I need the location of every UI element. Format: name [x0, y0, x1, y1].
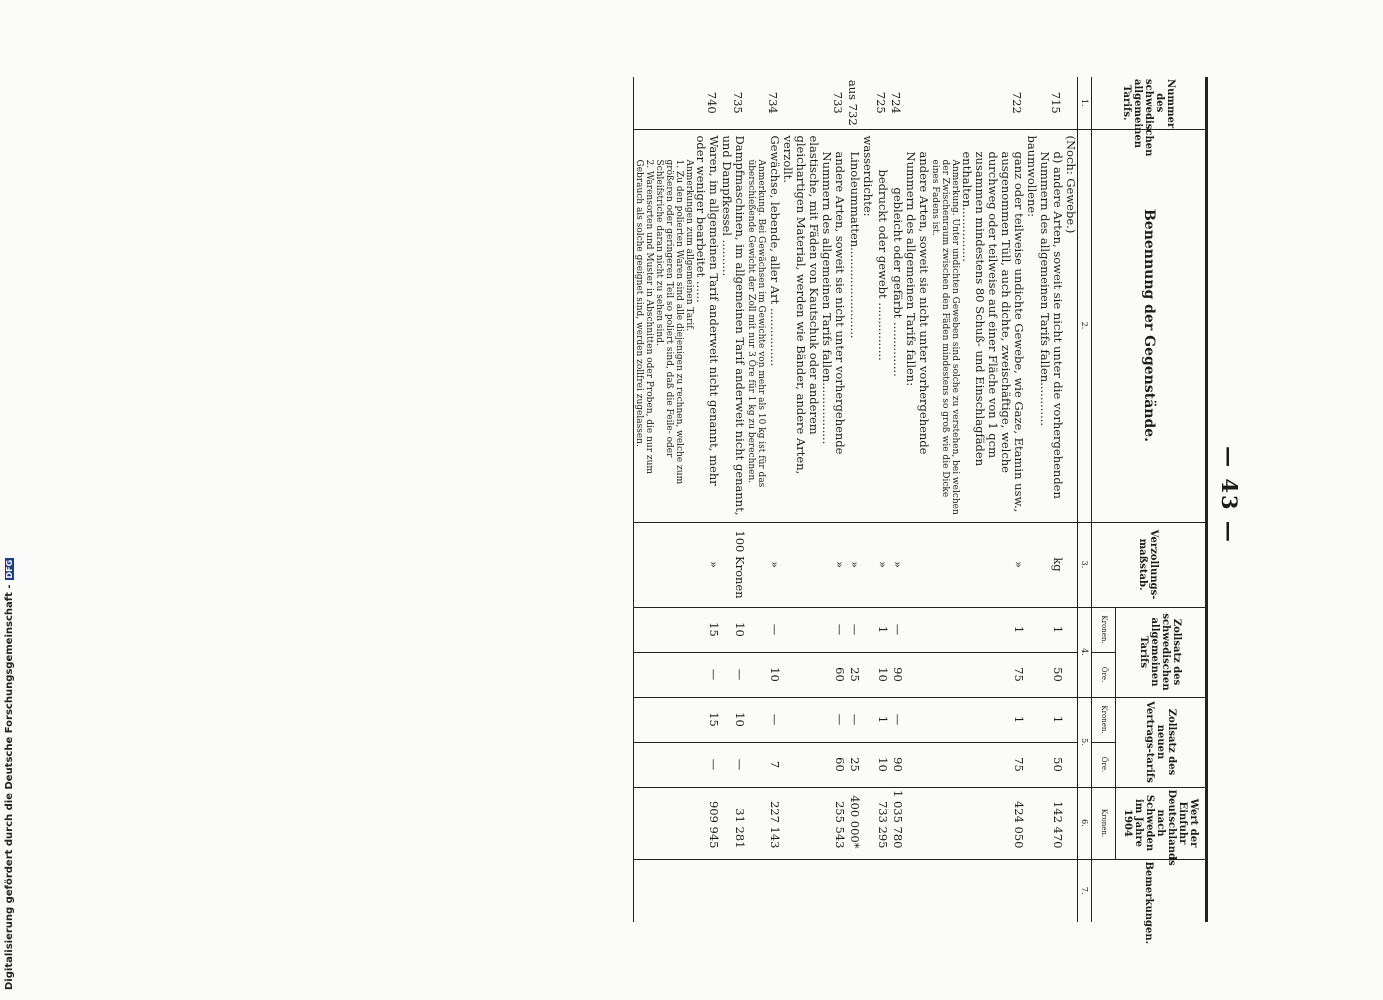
cell-remarks: [861, 859, 874, 922]
cell-num: [766, 77, 781, 129]
cell-remarks: [634, 859, 655, 922]
col-num: 7.: [1078, 859, 1092, 922]
cell-a_kr: [820, 607, 846, 652]
cell-text: Anmerkung. Unter undichten Geweben sind solche zu verstehen, bei welchen der Zwischenraum zwischen den Fäden mindestens so groß wie die Dicke eines Fadens ist.: [930, 159, 960, 515]
cell-text: 142 470: [1051, 800, 1065, 849]
cell-text: 1: [1012, 625, 1026, 634]
cell-text: ganz oder teilweise undichte Gewebe, wie Gaze, Etamin usw., ausgenommen Tüll, auch dichte, zweischäftige, welche durchweg oder teilweise auf einer Fläche von 1 qcm zusammen mindestens 80 Schuß- und Einschlagfäden enthalten...............: [960, 151, 1026, 513]
table-row: [960, 77, 1025, 922]
cell-text: »: [768, 560, 782, 569]
cell-text: 725: [874, 91, 888, 114]
table-row: [684, 77, 694, 922]
cell-text: »: [891, 560, 905, 569]
table-row: [820, 77, 846, 922]
cell-num: [654, 77, 684, 129]
cell-num: [781, 77, 820, 129]
cell-text: 1: [876, 715, 890, 724]
table-row: [781, 77, 820, 922]
cell-b_kr: [1038, 697, 1064, 742]
cell-text: [1064, 129, 1078, 522]
cell-a_kr: [684, 607, 694, 652]
cell-b_kr: [694, 697, 720, 742]
cell-unit: [904, 522, 930, 607]
cell-b_oe: [1064, 742, 1078, 787]
cell-text: 10: [876, 667, 890, 682]
cell-a_kr: [1025, 607, 1038, 652]
cell-text: 2. Warensorten und Muster in Abschnitten oder Proben, die nur zum Gebrauch als solche geeignet sind, werden zollfrei zugelassen.: [634, 159, 654, 474]
cell-text: [684, 129, 694, 522]
cell-value: [960, 787, 1025, 859]
cell-text: 90: [891, 667, 905, 682]
cell-value: [820, 787, 846, 859]
table-row: [904, 77, 930, 922]
cell-text: »: [707, 560, 721, 569]
cell-b_oe: [820, 742, 846, 787]
cell-b_oe: [846, 742, 861, 787]
cell-b_oe: [654, 742, 684, 787]
cell-a_oe: [904, 652, 930, 697]
cell-text: 715: [1049, 91, 1063, 114]
cell-text: —: [707, 758, 721, 771]
cell-a_oe: [746, 652, 766, 697]
cell-text: 25: [848, 667, 862, 682]
cell-b_oe: [684, 742, 694, 787]
cell-b_oe: [874, 742, 889, 787]
cell-a_oe: [874, 652, 889, 697]
cell-b_oe: [694, 742, 720, 787]
cell-b_kr: [766, 697, 781, 742]
cell-unit: [874, 522, 889, 607]
cell-b_oe: [1025, 742, 1038, 787]
cell-num: [746, 77, 766, 129]
header-import-value: Wert der Einfuhr Deutschlands nach Schweden im Jahre 1904: [1116, 787, 1207, 859]
cell-text: [820, 129, 846, 522]
cell-b_kr: [820, 697, 846, 742]
cell-unit: [720, 522, 746, 607]
table-row: [634, 77, 655, 922]
sub-oere: Öre.: [1092, 652, 1116, 697]
cell-b_kr: [634, 697, 655, 742]
cell-b_kr: [684, 697, 694, 742]
cell-a_kr: [694, 607, 720, 652]
cell-a_kr: [654, 607, 684, 652]
cell-b_oe: [746, 742, 766, 787]
table-row: [1025, 77, 1038, 922]
cell-remarks: [781, 859, 820, 922]
cell-remarks: [1025, 859, 1038, 922]
cell-unit: [820, 522, 846, 607]
cell-text: 10: [876, 757, 890, 772]
col-num: 6.: [1078, 787, 1092, 859]
cell-value: [766, 787, 781, 859]
cell-text: 255 543: [833, 800, 847, 849]
cell-text: 60: [833, 667, 847, 682]
cell-text: [781, 129, 820, 522]
cell-unit: [781, 522, 820, 607]
table-body: [634, 77, 1078, 922]
col-num: 3.: [1078, 522, 1092, 607]
cell-value: [1025, 787, 1038, 859]
sub-kronen: Kronen.: [1092, 607, 1116, 652]
cell-text: 724: [889, 91, 903, 114]
table-row: [1038, 77, 1064, 922]
cell-text: [694, 129, 720, 522]
cell-unit: [889, 522, 904, 607]
header-number: Nummer des schwedischen allgemeinen Tarifs.: [1092, 77, 1207, 129]
cell-text: 1 035 780: [891, 789, 905, 849]
cell-remarks: [960, 859, 1025, 922]
cell-value: [861, 787, 874, 859]
header-description: Benennung der Gegenstände.: [1092, 129, 1207, 522]
cell-text: 722: [1010, 91, 1024, 114]
cell-remarks: [846, 859, 861, 922]
cell-text: 733 295: [876, 800, 890, 849]
cell-b_oe: [861, 742, 874, 787]
cell-remarks: [930, 859, 960, 922]
cell-text: 50: [1051, 667, 1065, 682]
cell-text: elastische, mit Fäden von Kautschuk oder anderem gleichartigen Material, werden wie Bänder, andere Arten, verzollt.: [781, 135, 821, 475]
cell-a_oe: [634, 652, 655, 697]
cell-a_oe: [930, 652, 960, 697]
cell-text: Anmerkung. Bei Gewächsen im Gewichte von mehr als 10 kg ist für das überschießende Gewicht der Zoll mit nur 3 Öre für 1 kg zu berechnen.: [746, 159, 766, 488]
cell-unit: [930, 522, 960, 607]
cell-text: —: [848, 623, 862, 636]
cell-num: [874, 77, 889, 129]
cell-text: 740: [705, 91, 719, 114]
cell-text: 1: [1051, 715, 1065, 724]
cell-text: 90: [891, 757, 905, 772]
cell-text: bedruckt oder gewebt ................: [876, 169, 890, 361]
cell-value: [846, 787, 861, 859]
cell-num: [1038, 77, 1064, 129]
col-num: 5.: [1078, 697, 1092, 787]
cell-b_oe: [889, 742, 904, 787]
cell-text: gebleicht oder gefärbt ...............: [891, 187, 905, 377]
cell-text: 15: [707, 622, 721, 637]
table-row: [694, 77, 720, 922]
cell-text: [889, 129, 904, 522]
cell-a_oe: [654, 652, 684, 697]
cell-remarks: [654, 859, 684, 922]
cell-text: andere Arten, soweit sie nicht unter vorhergehende Nummern des allgemeinen Tarifs fallen.................: [820, 151, 847, 455]
cell-text: —: [707, 668, 721, 681]
cell-text: [766, 129, 781, 522]
cell-text: Dampfmaschinen, im allgemeinen Tarif anderweit nicht genannt, und Dampfkessel ..........: [720, 135, 747, 516]
cell-text: [904, 129, 930, 522]
header-general-tariff: Zollsatz des schwedischen allgemeinen Tarifs: [1116, 607, 1207, 697]
cell-text: 25: [848, 757, 862, 772]
cell-text: 15: [707, 712, 721, 727]
table-row: [846, 77, 861, 922]
cell-unit: [766, 522, 781, 607]
cell-text: 7: [768, 760, 782, 769]
cell-text: Waren, im allgemeinen Tarif anderweit nicht genannt, mehr oder weniger bearbeitet ......: [694, 135, 721, 486]
cell-num: [694, 77, 720, 129]
cell-text: 31 281: [733, 808, 747, 849]
cell-text: baumwollene:: [1025, 135, 1039, 218]
cell-b_oe: [1038, 742, 1064, 787]
cell-b_oe: [766, 742, 781, 787]
cell-b_oe: [904, 742, 930, 787]
cell-value: [654, 787, 684, 859]
sub-kronen: Kronen.: [1092, 787, 1116, 859]
cell-text: [861, 129, 874, 522]
cell-a_kr: [846, 607, 861, 652]
tariff-table: [633, 77, 1208, 945]
cell-a_kr: [634, 607, 655, 652]
cell-text: »: [848, 560, 862, 569]
cell-b_kr: [874, 697, 889, 742]
cell-remarks: [694, 859, 720, 922]
cell-text: [874, 129, 889, 522]
cell-value: [1064, 787, 1078, 859]
cell-a_oe: [889, 652, 904, 697]
cell-value: [874, 787, 889, 859]
cell-text: —: [768, 623, 782, 636]
cell-remarks: [820, 859, 846, 922]
cell-unit: [846, 522, 861, 607]
cell-text: 227 143: [768, 800, 782, 849]
cell-b_kr: [846, 697, 861, 742]
cell-text: —: [833, 713, 847, 726]
cell-text: 424 050: [1012, 800, 1026, 849]
cell-b_kr: [1025, 697, 1038, 742]
cell-num: [684, 77, 694, 129]
cell-a_oe: [960, 652, 1025, 697]
cell-a_oe: [820, 652, 846, 697]
cell-a_kr: [889, 607, 904, 652]
cell-num: [1025, 77, 1038, 129]
cell-b_kr: [781, 697, 820, 742]
table-row: [861, 77, 874, 922]
cell-text: Linoleummatten.........................: [848, 151, 862, 339]
cell-a_kr: [781, 607, 820, 652]
cell-text: —: [833, 623, 847, 636]
dfg-logo: DFG: [5, 559, 14, 579]
cell-text: —: [891, 623, 905, 636]
cell-b_kr: [746, 697, 766, 742]
cell-text: 10: [733, 712, 747, 727]
cell-a_kr: [766, 607, 781, 652]
cell-num: [889, 77, 904, 129]
cell-value: [634, 787, 655, 859]
cell-value: [904, 787, 930, 859]
cell-text: »: [876, 560, 890, 569]
table-row: [720, 77, 746, 922]
cell-text: [960, 129, 1025, 522]
cell-a_kr: [960, 607, 1025, 652]
cell-text: [1038, 129, 1064, 522]
cell-text: —: [733, 668, 747, 681]
cell-text: Gewächse, lebende, aller Art ................: [768, 135, 782, 367]
table-row: [1064, 77, 1078, 922]
cell-text: 60: [833, 757, 847, 772]
cell-value: [694, 787, 720, 859]
cell-num: [960, 77, 1025, 129]
cell-a_kr: [874, 607, 889, 652]
cell-text: 50: [1051, 757, 1065, 772]
cell-a_oe: [684, 652, 694, 697]
cell-text: andere Arten, soweit sie nicht unter vorhergehende Nummern des allgemeinen Tarifs fallen:: [904, 151, 931, 455]
cell-text: 75: [1012, 667, 1026, 682]
cell-a_kr: [904, 607, 930, 652]
cell-a_oe: [781, 652, 820, 697]
cell-a_kr: [930, 607, 960, 652]
cell-text: d) andere Arten, soweit sie nicht unter die vorhergehenden Nummern des allgemeinen Tarifs fallen............: [1038, 151, 1065, 499]
cell-a_kr: [1038, 607, 1064, 652]
credit-text: Digitalisierung gefördert durch die Deutsche Forschungsgemeinschaft -: [4, 584, 15, 990]
cell-num: [904, 77, 930, 129]
cell-num: [634, 77, 655, 129]
page-number: — 43 —: [1217, 446, 1242, 544]
cell-value: [781, 787, 820, 859]
cell-text: [746, 129, 766, 522]
cell-a_oe: [1038, 652, 1064, 697]
cell-b_oe: [634, 742, 655, 787]
cell-num: [820, 77, 846, 129]
cell-b_kr: [930, 697, 960, 742]
cell-remarks: [904, 859, 930, 922]
cell-text: [720, 129, 746, 522]
cell-a_oe: [766, 652, 781, 697]
cell-text: 1: [876, 625, 890, 634]
cell-text: 400 000*: [848, 795, 862, 849]
cell-text: 733: [831, 91, 845, 114]
table-row: [746, 77, 766, 922]
cell-b_oe: [930, 742, 960, 787]
cell-a_kr: [1064, 607, 1078, 652]
cell-unit: [694, 522, 720, 607]
cell-remarks: [1064, 859, 1078, 922]
cell-text: [1025, 129, 1038, 522]
cell-remarks: [684, 859, 694, 922]
cell-remarks: [874, 859, 889, 922]
cell-num: [1064, 77, 1078, 129]
cell-text: aus 732: [846, 79, 860, 126]
cell-text: 1. Zu den polierten Waren sind alle diejenigen zu rechnen, welche zum größeren oder geringeren Teil so poliert sind, daß die Feile- oder Schleifstriche daran nicht zu sehen sind.: [654, 159, 684, 485]
cell-text: 100 Kronen: [733, 530, 747, 599]
cell-unit: [861, 522, 874, 607]
cell-text: [846, 129, 861, 522]
cell-a_kr: [746, 607, 766, 652]
cell-b_kr: [1064, 697, 1078, 742]
cell-b_kr: [654, 697, 684, 742]
table-row: [930, 77, 960, 922]
col-num: 2.: [1078, 129, 1092, 522]
cell-unit: [654, 522, 684, 607]
cell-text: —: [768, 713, 782, 726]
cell-b_kr: [861, 697, 874, 742]
cell-value: [930, 787, 960, 859]
sidebar-credit: [4, 0, 15, 990]
cell-value: [889, 787, 904, 859]
cell-a_oe: [1064, 652, 1078, 697]
cell-text: kg: [1051, 557, 1065, 572]
cell-text: 1: [1051, 625, 1065, 634]
cell-text: 734: [766, 91, 780, 114]
header-remarks: Bemerkungen.: [1092, 859, 1207, 922]
cell-a_oe: [861, 652, 874, 697]
cell-value: [684, 787, 694, 859]
cell-a_kr: [720, 607, 746, 652]
cell-text: [930, 129, 960, 522]
cell-b_oe: [960, 742, 1025, 787]
cell-text: »: [1012, 560, 1026, 569]
cell-text: [634, 129, 655, 522]
sub-oere: Öre.: [1092, 742, 1116, 787]
cell-num: [930, 77, 960, 129]
cell-value: [746, 787, 766, 859]
cell-b_kr: [960, 697, 1025, 742]
table-row: [874, 77, 889, 922]
table-row: [654, 77, 684, 922]
sub-kronen: Kronen.: [1092, 697, 1116, 742]
cell-remarks: [766, 859, 781, 922]
cell-remarks: [720, 859, 746, 922]
cell-remarks: [746, 859, 766, 922]
cell-text: —: [733, 758, 747, 771]
cell-unit: [1064, 522, 1078, 607]
cell-text: —: [891, 713, 905, 726]
cell-unit: [960, 522, 1025, 607]
cell-text: Anmerkungen zum allgemeinen Tarif.: [684, 159, 694, 332]
cell-b_kr: [889, 697, 904, 742]
cell-num: [861, 77, 874, 129]
cell-text: [654, 129, 684, 522]
cell-num: [846, 77, 861, 129]
cell-b_oe: [781, 742, 820, 787]
cell-value: [720, 787, 746, 859]
cell-b_kr: [904, 697, 930, 742]
cell-text: »: [833, 560, 847, 569]
cell-num: [720, 77, 746, 129]
cell-unit: [1038, 522, 1064, 607]
cell-text: 10: [768, 667, 782, 682]
header-unit: Verzollungs-maßstab.: [1092, 522, 1207, 607]
col-num: 1.: [1078, 77, 1092, 129]
cell-unit: [684, 522, 694, 607]
cell-unit: [634, 522, 655, 607]
table-row: [766, 77, 781, 922]
cell-remarks: [889, 859, 904, 922]
cell-text: wasserdichte:: [861, 135, 875, 217]
cell-text: —: [848, 713, 862, 726]
cell-text: 10: [733, 622, 747, 637]
cell-a_oe: [1025, 652, 1038, 697]
cell-unit: [1025, 522, 1038, 607]
cell-text: (Noch: Gewebe.): [1064, 135, 1078, 234]
cell-unit: [746, 522, 766, 607]
cell-text: 75: [1012, 757, 1026, 772]
table-row: [889, 77, 904, 922]
cell-b_oe: [720, 742, 746, 787]
header-new-tariff: Zollsatz des neuen Vertrags-tarifs: [1116, 697, 1207, 787]
cell-a_oe: [846, 652, 861, 697]
cell-text: 735: [731, 91, 745, 114]
cell-text: 1: [1012, 715, 1026, 724]
cell-a_kr: [861, 607, 874, 652]
col-num: 4.: [1078, 607, 1092, 697]
cell-a_oe: [694, 652, 720, 697]
cell-remarks: [1038, 859, 1064, 922]
cell-value: [1038, 787, 1064, 859]
cell-b_kr: [720, 697, 746, 742]
cell-a_oe: [720, 652, 746, 697]
cell-text: 909 945: [707, 800, 721, 849]
rotated-page: [120, 65, 1250, 945]
